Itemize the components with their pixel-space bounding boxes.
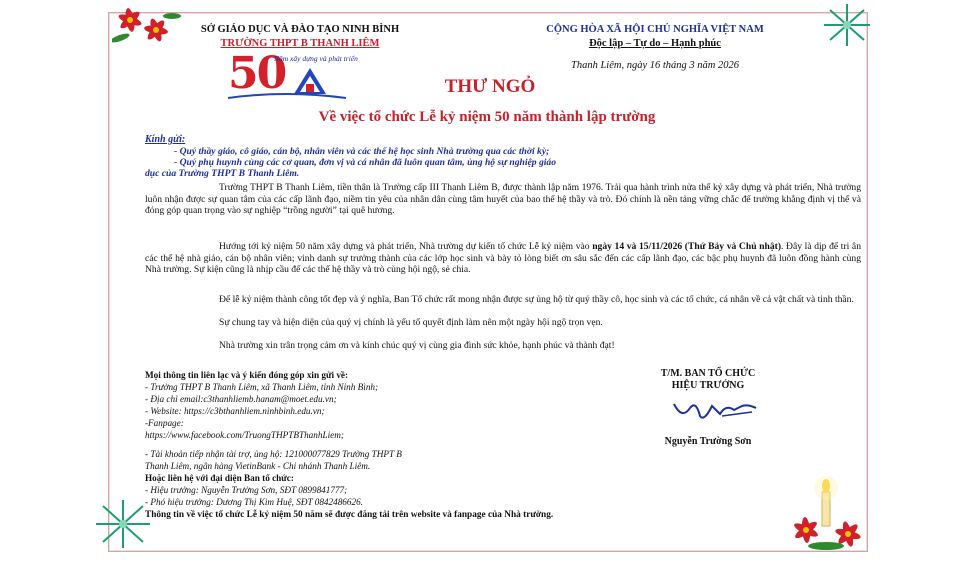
event-dates: ngày 14 và 15/11/2026 (Thứ Bảy và Chủ nhật) [592,241,782,252]
contact-website[interactable]: - Website: https://c3bthanhliem.ninhbinh.edu.vn; [145,406,325,416]
poinsettia-candle-bottom-right-icon [786,476,872,552]
greeting-line-2: - Quý phụ huynh cùng các cơ quan, đơn vị và cá nhân đã luôn quan tâm, ủng hộ sự nghiệp giáo [174,157,557,168]
nation-name: CỘNG HÒA XÃ HỘI CHỦ NGHĨA VIỆT NAM [546,24,764,35]
footer-note: Thông tin về việc tổ chức Lễ kỷ niệm 50 năm sẽ được đăng tải trên website và fanpage của Nhà trường. [145,510,554,520]
body-paragraph-4: Sự chung tay và hiện diện của quý vị chính là yếu tố quyết định làm nên một ngày hội ngộ trọn vẹn. [219,317,603,328]
handwritten-signature-icon [672,398,758,424]
body-paragraph-3: Để lễ kỷ niệm thành công tốt đẹp và ý nghĩa, Ban Tổ chức rất mong nhận được sự ủng hộ từ quý thầy cô, học sinh và các tổ chức, cá nhân về cả vật chất và tinh thần. [219,294,854,305]
contact-address: - Trường THPT B Thanh Liêm, xã Thanh Liêm, tỉnh Ninh Bình; [145,382,379,392]
body-paragraph-2-b: . Đây là dịp để tri ân các thế hệ nhà giáo, cán bộ nhân viên; vinh danh sự trưởng thành của các lớp học sinh và bày tỏ lòng biết ơn sâu sắc đến các cấp lãnh đạo, các bậc phụ huynh đã luôn đồng hành cùng Nhà trường. Sự kiện cũng là nhịp cầu để các thế hệ thầy và trò cùng hội ngộ, sẻ chia. [145,241,861,276]
contact-fanpage-url[interactable]: https://www.facebook.com/TruongTHPTBThanhLiem; [145,430,344,440]
contact-bank-line-2: Thanh Liêm, ngân hàng VietinBank - Chi nhánh Thanh Liêm. [145,461,371,471]
logo-tagline: Năm xây dựng và phát triển [274,54,358,63]
greeting-line-3: dục của Trường THPT B Thanh Liêm. [145,168,300,179]
logo-swoosh-icon [226,92,348,102]
signature-role: HIỆU TRƯỞNG [671,380,745,391]
letter-title: THƯ NGỎ [444,76,536,97]
contact-bank-line-1: - Tài khoản tiếp nhận tài trợ, ủng hộ: 121000077829 Trường THPT B [145,449,402,459]
school-name: TRƯỜNG THPT B THANH LIÊM [220,38,380,49]
body-paragraph-2 [145,241,861,276]
signature-organization: T/M. BAN TỔ CHỨC [660,368,756,379]
contact-email[interactable]: - Địa chỉ email:c3thanhliemb.hanam@moet.edu.vn; [145,394,337,404]
anniversary-logo [226,48,358,102]
greeting-label: Kính gửi: [145,134,186,145]
place-date: Thanh Liêm, ngày 16 tháng 3 năm 2026 [571,60,739,71]
department-name: SỞ GIÁO DỤC VÀ ĐÀO TẠO NINH BÌNH [200,24,400,35]
signatory-name: Nguyễn Trường Sơn [664,436,752,447]
representatives-heading: Hoặc liên hệ với đại diện Ban tổ chức: [145,473,294,483]
body-paragraph-5: Nhà trường xin trân trọng cảm ơn và kính chúc quý vị cùng gia đình sức khỏe, hạnh phúc và thành đạt! [219,340,615,351]
national-motto: Độc lập – Tự do – Hạnh phúc [589,38,721,49]
contact-heading: Mọi thông tin liên lạc và ý kiến đóng góp xin gửi về: [145,370,349,380]
contact-fanpage-label: -Fanpage: [145,418,184,428]
representative-principal: - Hiệu trưởng: Nguyễn Trường Sơn, SĐT 0899841777; [145,485,348,495]
logo-number: 50 [228,48,286,99]
greeting-line-1: - Quý thầy giáo, cô giáo, cán bộ, nhân viên và các thế hệ học sinh Nhà trường qua các thời kỳ; [174,146,550,157]
representative-vice-principal: - Phó hiệu trưởng: Dương Thị Kim Huệ, SĐT 0842486626. [145,497,363,507]
letter-subtitle: Về việc tổ chức Lễ kỷ niệm 50 năm thành lập trường [318,109,656,125]
body-paragraph-1: Trường THPT B Thanh Liêm, tiền thân là Trường cấp III Thanh Liêm B, được thành lập năm 1976. Trải qua hành trình nửa thế kỷ xây dựng và phát triển, Nhà trường luôn nhận được sự quan tâm của các cấp lãnh đạo, niềm tin yêu của nhân dân cùng tâm huyết của bao thế hệ thầy và trò. Đó chính là nền tảng vững chắc để trường khẳng định vị thế và đóng góp quan trọng vào sự nghiệp “trồng người” tại quê hương. [145,182,861,217]
body-paragraph-2-a: Hướng tới kỷ niệm 50 năm xây dựng và phát triển, Nhà trường dự kiến tổ chức Lễ kỷ niệm vào [219,241,593,252]
